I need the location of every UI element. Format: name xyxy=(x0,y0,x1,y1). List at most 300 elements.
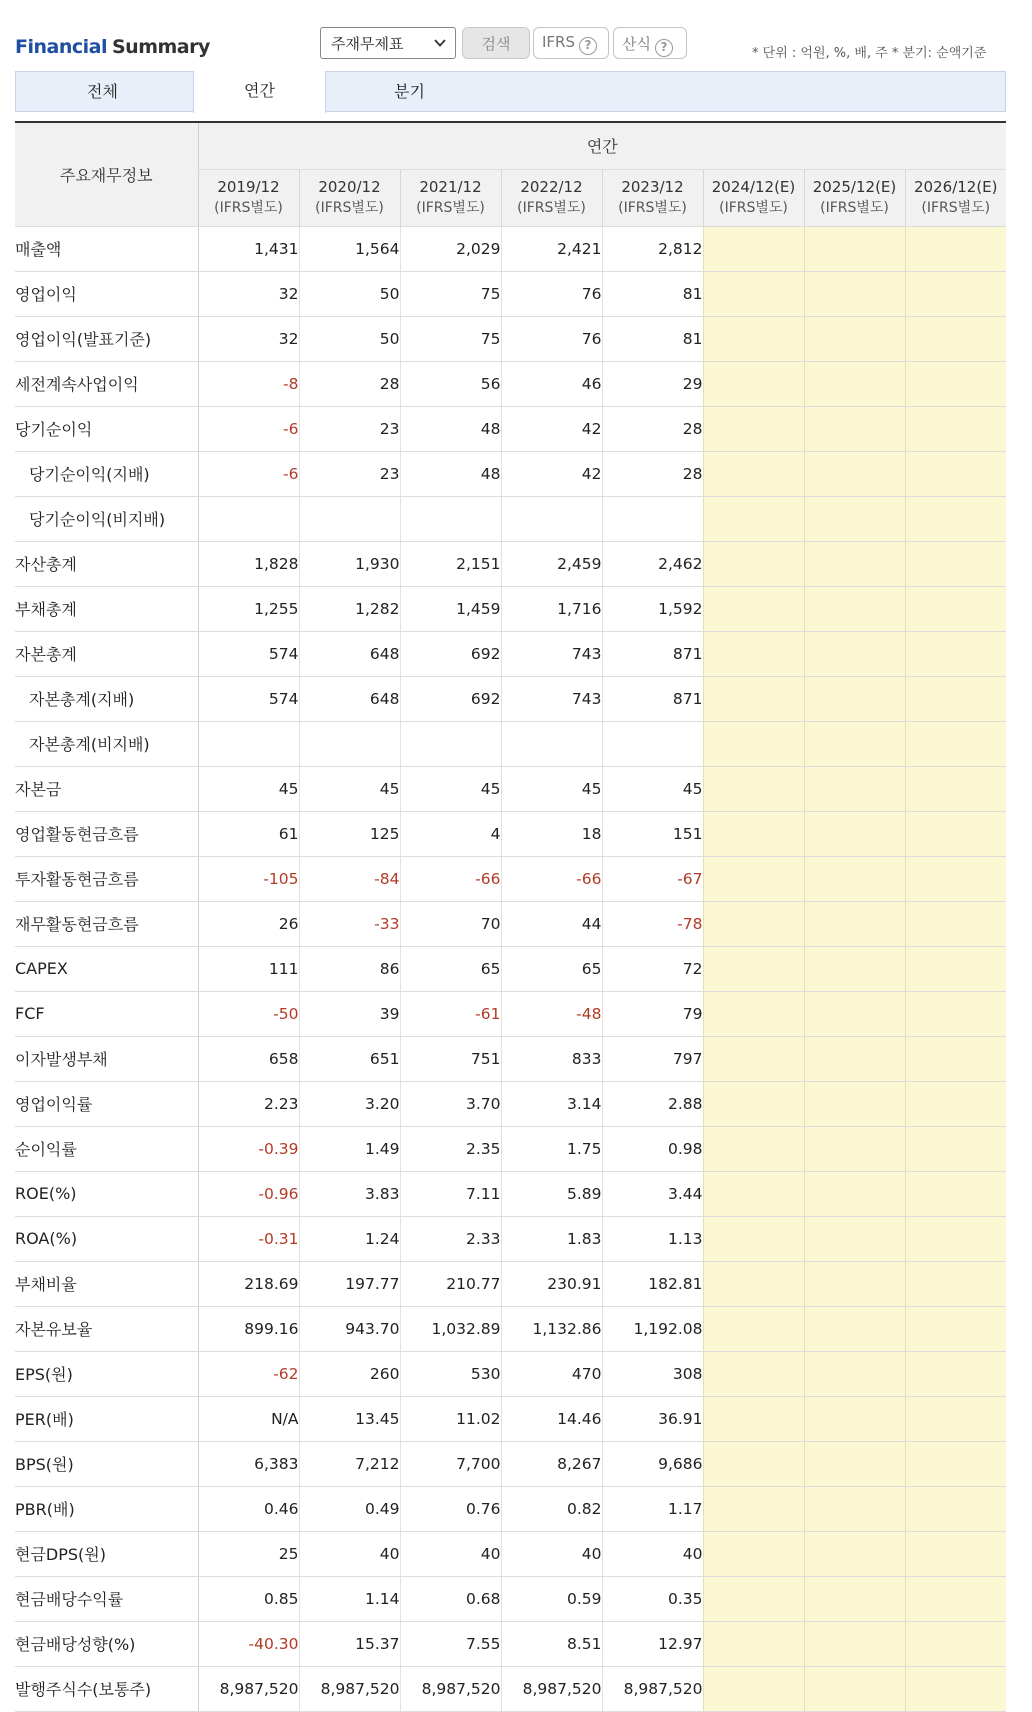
value-cell: 308 xyxy=(602,1351,703,1396)
value-cell xyxy=(602,721,703,766)
table-row xyxy=(15,451,1006,496)
row-label: 순이익률 xyxy=(15,1126,198,1171)
value-cell: 0.82 xyxy=(501,1486,602,1531)
row-label: 부채비율 xyxy=(15,1261,198,1306)
value-cell: 65 xyxy=(400,946,501,991)
estimate-cell xyxy=(905,1396,1006,1441)
estimate-cell xyxy=(905,496,1006,541)
estimate-cell xyxy=(703,496,804,541)
value-cell: 3.70 xyxy=(400,1081,501,1126)
ifrs-help-button[interactable] xyxy=(533,27,609,59)
value-cell xyxy=(400,721,501,766)
value-cell: 2,462 xyxy=(602,541,703,586)
value-cell: 0.85 xyxy=(198,1576,299,1621)
value-cell: 651 xyxy=(299,1036,400,1081)
row-label: 자본총계 xyxy=(15,631,198,676)
value-cell: 230.91 xyxy=(501,1261,602,1306)
period-basis: (IFRS별도) xyxy=(416,199,485,216)
value-cell: 8,987,520 xyxy=(602,1666,703,1711)
value-cell: 943.70 xyxy=(299,1306,400,1351)
table-row xyxy=(15,1216,1006,1261)
estimate-cell xyxy=(703,1081,804,1126)
row-label: ROA(%) xyxy=(15,1216,198,1261)
row-label: 자산총계 xyxy=(15,541,198,586)
estimate-cell xyxy=(703,406,804,451)
value-cell: 871 xyxy=(602,631,703,676)
title-summary: Summary xyxy=(111,36,210,58)
table-row xyxy=(15,316,1006,361)
estimate-cell xyxy=(905,721,1006,766)
page-title xyxy=(15,36,210,58)
estimate-cell xyxy=(703,271,804,316)
value-cell: 9,686 xyxy=(602,1441,703,1486)
value-cell: 32 xyxy=(198,316,299,361)
value-cell: 1,828 xyxy=(198,541,299,586)
question-icon: ? xyxy=(655,39,673,57)
value-cell: 40 xyxy=(400,1531,501,1576)
value-cell: -62 xyxy=(198,1351,299,1396)
ifrs-label: IFRS xyxy=(542,33,575,51)
estimate-cell xyxy=(804,1126,905,1171)
value-cell: 574 xyxy=(198,676,299,721)
value-cell: 46 xyxy=(501,361,602,406)
value-cell: 111 xyxy=(198,946,299,991)
value-cell: 1,255 xyxy=(198,586,299,631)
row-label: 영업이익(발표기준) xyxy=(15,316,198,361)
value-cell xyxy=(198,721,299,766)
value-cell: 18 xyxy=(501,811,602,856)
period-header xyxy=(602,169,703,226)
value-cell: 2,459 xyxy=(501,541,602,586)
row-label: 현금배당성향(%) xyxy=(15,1621,198,1666)
estimate-cell xyxy=(703,991,804,1036)
estimate-cell xyxy=(804,1306,905,1351)
estimate-cell xyxy=(804,1441,905,1486)
tab-quarterly[interactable]: 분기 xyxy=(394,82,425,101)
table-row xyxy=(15,1621,1006,1666)
value-cell: 44 xyxy=(501,901,602,946)
value-cell: -0.31 xyxy=(198,1216,299,1261)
value-cell: -66 xyxy=(400,856,501,901)
value-cell: 40 xyxy=(501,1531,602,1576)
unit-note: * 단위 : 억원, %, 배, 주 * 분기: 순액기준 xyxy=(752,46,987,61)
estimate-cell xyxy=(804,226,905,271)
title-financial: Financial xyxy=(15,36,107,58)
value-cell: 76 xyxy=(501,316,602,361)
value-cell: -61 xyxy=(400,991,501,1036)
estimate-cell xyxy=(905,586,1006,631)
value-cell: 32 xyxy=(198,271,299,316)
period-year: 2024/12(E) xyxy=(711,177,796,196)
estimate-cell xyxy=(905,1441,1006,1486)
value-cell: 260 xyxy=(299,1351,400,1396)
estimate-cell xyxy=(804,1576,905,1621)
value-cell: 1.13 xyxy=(602,1216,703,1261)
row-label: 재무활동현금흐름 xyxy=(15,901,198,946)
value-cell: 1.14 xyxy=(299,1576,400,1621)
estimate-cell xyxy=(905,856,1006,901)
estimate-cell xyxy=(905,631,1006,676)
value-cell: 8.51 xyxy=(501,1621,602,1666)
estimate-cell xyxy=(905,361,1006,406)
value-cell xyxy=(299,496,400,541)
value-cell: -66 xyxy=(501,856,602,901)
estimate-cell xyxy=(703,1531,804,1576)
value-cell: -48 xyxy=(501,991,602,1036)
value-cell: 871 xyxy=(602,676,703,721)
period-year: 2020/12 xyxy=(318,177,381,196)
period-basis: (IFRS별도) xyxy=(517,199,586,216)
estimate-cell xyxy=(703,901,804,946)
table-row xyxy=(15,1126,1006,1171)
estimate-cell xyxy=(905,1666,1006,1711)
row-label: 자본총계(비지배) xyxy=(15,721,198,766)
value-cell: 1,930 xyxy=(299,541,400,586)
estimate-cell xyxy=(905,901,1006,946)
table-row xyxy=(15,1261,1006,1306)
value-cell: 7.11 xyxy=(400,1171,501,1216)
value-cell: 7,700 xyxy=(400,1441,501,1486)
estimate-cell xyxy=(703,586,804,631)
estimate-cell xyxy=(905,766,1006,811)
estimate-cell xyxy=(703,1621,804,1666)
estimate-cell xyxy=(905,1486,1006,1531)
estimate-cell xyxy=(905,541,1006,586)
value-cell: 45 xyxy=(198,766,299,811)
row-label: 현금배당수익률 xyxy=(15,1576,198,1621)
value-cell: 2.23 xyxy=(198,1081,299,1126)
estimate-cell xyxy=(804,406,905,451)
value-cell: 0.98 xyxy=(602,1126,703,1171)
period-year: 2019/12 xyxy=(217,177,280,196)
value-cell: 36.91 xyxy=(602,1396,703,1441)
row-label: PER(배) xyxy=(15,1396,198,1441)
row-label: 당기순이익 xyxy=(15,406,198,451)
value-cell: 743 xyxy=(501,676,602,721)
estimate-cell xyxy=(703,631,804,676)
value-cell: -84 xyxy=(299,856,400,901)
value-cell: 1.17 xyxy=(602,1486,703,1531)
period-basis: (IFRS별도) xyxy=(214,199,283,216)
value-cell: 751 xyxy=(400,1036,501,1081)
table-row xyxy=(15,1306,1006,1351)
table-row xyxy=(15,991,1006,1036)
statement-select-value: 주재무제표 xyxy=(331,35,404,53)
row-label: 발행주식수(보통주) xyxy=(15,1666,198,1711)
table-row xyxy=(15,1081,1006,1126)
value-cell: -8 xyxy=(198,361,299,406)
estimate-cell xyxy=(905,226,1006,271)
value-cell: 2,029 xyxy=(400,226,501,271)
value-cell: 8,987,520 xyxy=(501,1666,602,1711)
value-cell: 7.55 xyxy=(400,1621,501,1666)
value-cell: 658 xyxy=(198,1036,299,1081)
estimate-cell xyxy=(905,451,1006,496)
table-row xyxy=(15,901,1006,946)
value-cell: 125 xyxy=(299,811,400,856)
value-cell: 197.77 xyxy=(299,1261,400,1306)
value-cell: 11.02 xyxy=(400,1396,501,1441)
estimate-cell xyxy=(703,1351,804,1396)
estimate-cell xyxy=(804,271,905,316)
estimate-cell xyxy=(804,676,905,721)
value-cell: 1,032.89 xyxy=(400,1306,501,1351)
value-cell: 15.37 xyxy=(299,1621,400,1666)
row-label: 당기순이익(비지배) xyxy=(15,496,198,541)
value-cell: 14.46 xyxy=(501,1396,602,1441)
row-label: ROE(%) xyxy=(15,1171,198,1216)
value-cell: 2.88 xyxy=(602,1081,703,1126)
table-row xyxy=(15,496,1006,541)
value-cell: 4 xyxy=(400,811,501,856)
value-cell: -0.96 xyxy=(198,1171,299,1216)
value-cell: 1,431 xyxy=(198,226,299,271)
row-label: CAPEX xyxy=(15,946,198,991)
table-row xyxy=(15,1351,1006,1396)
table-row xyxy=(15,676,1006,721)
row-label: BPS(원) xyxy=(15,1441,198,1486)
estimate-cell xyxy=(905,1351,1006,1396)
value-cell xyxy=(501,721,602,766)
value-cell: 0.35 xyxy=(602,1576,703,1621)
estimate-cell xyxy=(804,1261,905,1306)
estimate-cell xyxy=(905,1621,1006,1666)
value-cell xyxy=(501,496,602,541)
value-cell: 692 xyxy=(400,676,501,721)
value-cell: 3.20 xyxy=(299,1081,400,1126)
value-cell: 648 xyxy=(299,676,400,721)
value-cell: 70 xyxy=(400,901,501,946)
value-cell: 81 xyxy=(602,271,703,316)
value-cell: 3.44 xyxy=(602,1171,703,1216)
estimate-cell xyxy=(804,496,905,541)
value-cell: -105 xyxy=(198,856,299,901)
estimate-cell xyxy=(804,991,905,1036)
search-button-label: 검색 xyxy=(481,35,511,53)
estimate-cell xyxy=(905,1261,1006,1306)
period-year: 2021/12 xyxy=(419,177,482,196)
estimate-cell xyxy=(905,1036,1006,1081)
estimate-cell xyxy=(905,1531,1006,1576)
table-row xyxy=(15,1171,1006,1216)
period-year: 2022/12 xyxy=(520,177,583,196)
value-cell: -78 xyxy=(602,901,703,946)
value-cell: 0.46 xyxy=(198,1486,299,1531)
period-header xyxy=(299,169,400,226)
estimate-cell xyxy=(703,1441,804,1486)
value-cell: 692 xyxy=(400,631,501,676)
period-header xyxy=(703,169,804,226)
period-header xyxy=(804,169,905,226)
table-row xyxy=(15,226,1006,271)
estimate-cell xyxy=(905,1126,1006,1171)
estimate-cell xyxy=(703,1171,804,1216)
statement-select[interactable] xyxy=(320,27,456,59)
row-label: 이자발생부채 xyxy=(15,1036,198,1081)
value-cell: 50 xyxy=(299,316,400,361)
estimate-cell xyxy=(703,1216,804,1261)
period-header xyxy=(501,169,602,226)
value-cell xyxy=(400,496,501,541)
value-cell: 1,564 xyxy=(299,226,400,271)
value-cell: 23 xyxy=(299,406,400,451)
estimate-cell xyxy=(804,1081,905,1126)
period-basis: (IFRS별도) xyxy=(820,199,889,216)
value-cell: -6 xyxy=(198,451,299,496)
estimate-cell xyxy=(703,946,804,991)
estimate-cell xyxy=(804,361,905,406)
row-label: 영업이익 xyxy=(15,271,198,316)
value-cell: 75 xyxy=(400,271,501,316)
table-row xyxy=(15,1531,1006,1576)
value-cell: 0.59 xyxy=(501,1576,602,1621)
value-cell: 210.77 xyxy=(400,1261,501,1306)
row-label: 자본유보율 xyxy=(15,1306,198,1351)
row-label: EPS(원) xyxy=(15,1351,198,1396)
value-cell: 45 xyxy=(299,766,400,811)
estimate-cell xyxy=(905,946,1006,991)
value-cell: 1,282 xyxy=(299,586,400,631)
table-row xyxy=(15,406,1006,451)
estimate-cell xyxy=(804,1396,905,1441)
value-cell: 2.35 xyxy=(400,1126,501,1171)
estimate-cell xyxy=(905,1306,1006,1351)
value-cell: -50 xyxy=(198,991,299,1036)
tab-annual[interactable]: 연간 xyxy=(193,71,326,113)
value-cell: 48 xyxy=(400,451,501,496)
value-cell: 8,987,520 xyxy=(198,1666,299,1711)
value-cell: 76 xyxy=(501,271,602,316)
table-row xyxy=(15,811,1006,856)
value-cell: -33 xyxy=(299,901,400,946)
value-cell: 1,192.08 xyxy=(602,1306,703,1351)
search-button[interactable] xyxy=(462,27,530,59)
value-cell: 218.69 xyxy=(198,1261,299,1306)
period-year: 2026/12(E) xyxy=(914,177,998,196)
row-label: 매출액 xyxy=(15,226,198,271)
value-cell: 2,151 xyxy=(400,541,501,586)
value-cell: 3.83 xyxy=(299,1171,400,1216)
row-label: 현금DPS(원) xyxy=(15,1531,198,1576)
value-cell: 899.16 xyxy=(198,1306,299,1351)
value-cell: 0.68 xyxy=(400,1576,501,1621)
estimate-cell xyxy=(703,1126,804,1171)
value-cell: 45 xyxy=(602,766,703,811)
estimate-cell xyxy=(703,721,804,766)
value-cell: 530 xyxy=(400,1351,501,1396)
estimate-cell xyxy=(804,586,905,631)
estimate-cell xyxy=(703,1261,804,1306)
estimate-cell xyxy=(703,451,804,496)
period-year: 2025/12(E) xyxy=(812,177,897,196)
value-cell: 833 xyxy=(501,1036,602,1081)
financial-summary-table xyxy=(15,121,1006,1712)
estimate-cell xyxy=(905,316,1006,361)
value-cell: 40 xyxy=(602,1531,703,1576)
row-label: 당기순이익(지배) xyxy=(15,451,198,496)
value-cell: 2.33 xyxy=(400,1216,501,1261)
value-cell: 1,716 xyxy=(501,586,602,631)
estimate-cell xyxy=(905,1216,1006,1261)
estimate-cell xyxy=(804,811,905,856)
period-header xyxy=(905,169,1006,226)
estimate-cell xyxy=(804,1216,905,1261)
row-label: 투자활동현금흐름 xyxy=(15,856,198,901)
estimate-cell xyxy=(703,766,804,811)
table-row xyxy=(15,1486,1006,1531)
estimate-cell xyxy=(804,1531,905,1576)
table-row xyxy=(15,1666,1006,1711)
value-cell: 12.97 xyxy=(602,1621,703,1666)
estimate-cell xyxy=(804,1171,905,1216)
value-cell: 45 xyxy=(400,766,501,811)
value-cell: 28 xyxy=(602,406,703,451)
table-row xyxy=(15,1441,1006,1486)
value-cell: 28 xyxy=(299,361,400,406)
table-row xyxy=(15,721,1006,766)
value-cell: 574 xyxy=(198,631,299,676)
value-cell: 7,212 xyxy=(299,1441,400,1486)
estimate-cell xyxy=(804,1621,905,1666)
value-cell: 5.89 xyxy=(501,1171,602,1216)
value-cell: 29 xyxy=(602,361,703,406)
row-label: 영업활동현금흐름 xyxy=(15,811,198,856)
value-cell: 1.49 xyxy=(299,1126,400,1171)
estimate-cell xyxy=(703,1486,804,1531)
estimate-cell xyxy=(905,1081,1006,1126)
value-cell: 61 xyxy=(198,811,299,856)
value-cell: 797 xyxy=(602,1036,703,1081)
chevron-down-icon xyxy=(433,36,447,54)
value-cell: -67 xyxy=(602,856,703,901)
value-cell xyxy=(299,721,400,766)
value-cell xyxy=(198,496,299,541)
estimate-cell xyxy=(905,676,1006,721)
estimate-cell xyxy=(804,856,905,901)
value-cell xyxy=(602,496,703,541)
table-row xyxy=(15,856,1006,901)
tab-all[interactable]: 전체 xyxy=(87,82,118,101)
value-cell: -0.39 xyxy=(198,1126,299,1171)
value-cell: 1,459 xyxy=(400,586,501,631)
value-cell: 6,383 xyxy=(198,1441,299,1486)
table-row xyxy=(15,631,1006,676)
value-cell: 45 xyxy=(501,766,602,811)
estimate-cell xyxy=(703,1036,804,1081)
estimate-cell xyxy=(905,811,1006,856)
row-label: 영업이익률 xyxy=(15,1081,198,1126)
table-row xyxy=(15,946,1006,991)
period-basis: (IFRS별도) xyxy=(921,199,991,216)
estimate-cell xyxy=(804,901,905,946)
value-cell: 1.24 xyxy=(299,1216,400,1261)
value-cell: 8,987,520 xyxy=(400,1666,501,1711)
value-cell: 2,421 xyxy=(501,226,602,271)
period-tabs xyxy=(15,71,1006,112)
row-label: FCF xyxy=(15,991,198,1036)
question-icon: ? xyxy=(579,37,597,55)
value-cell: 79 xyxy=(602,991,703,1036)
period-header xyxy=(198,169,299,226)
formula-help-button[interactable] xyxy=(613,27,687,59)
estimate-cell xyxy=(804,721,905,766)
annual-group-header: 연간 xyxy=(198,122,1006,169)
table-row xyxy=(15,361,1006,406)
value-cell: 0.76 xyxy=(400,1486,501,1531)
estimate-cell xyxy=(703,1306,804,1351)
value-cell: -40.30 xyxy=(198,1621,299,1666)
value-cell: 1,132.86 xyxy=(501,1306,602,1351)
